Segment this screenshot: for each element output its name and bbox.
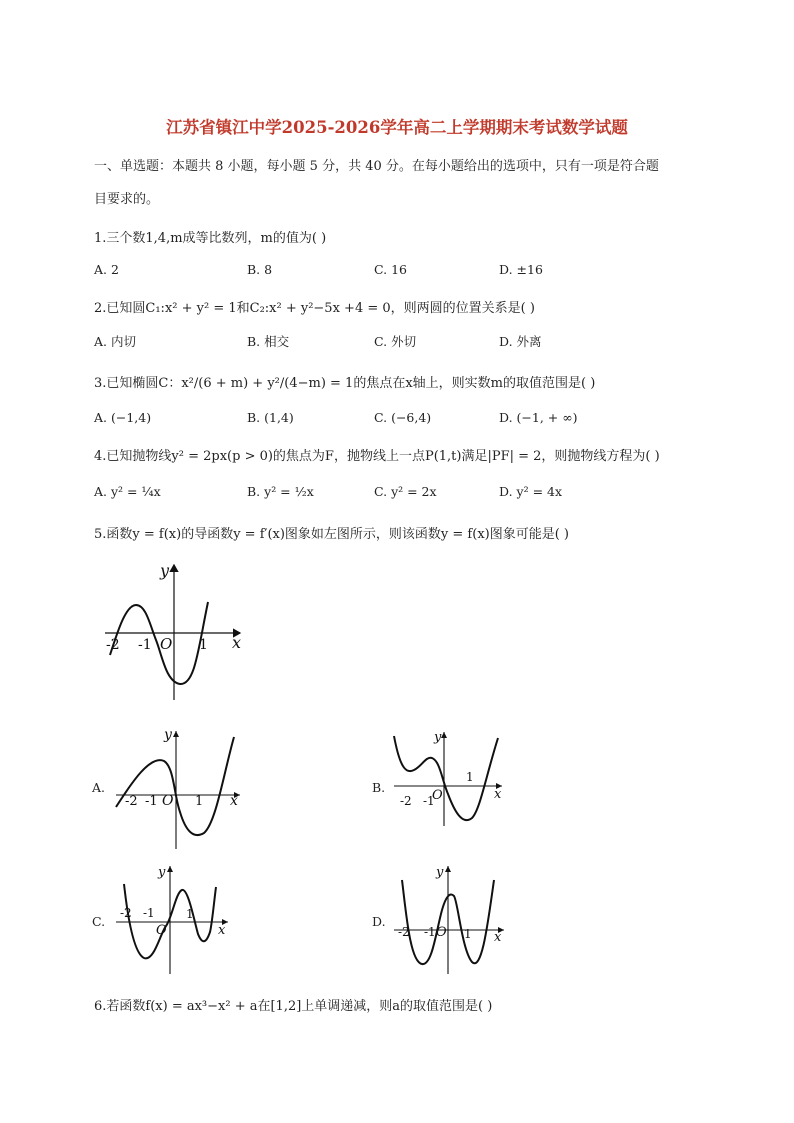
q3-option-b[interactable]: B. (1,4) <box>247 410 294 425</box>
q3-option-d[interactable]: D. (−1, + ∞) <box>499 410 578 425</box>
option-b-graph <box>390 728 510 828</box>
svg-text:-2: -2 <box>398 925 410 939</box>
q4-option-b[interactable]: B. y² = ½x <box>247 484 314 499</box>
svg-text:-1: -1 <box>424 925 436 939</box>
svg-text:O: O <box>156 923 167 938</box>
question-2-stem: 2.已知圆C₁:x² + y² = 1和C₂:x² + y²−5x +4 = 0，则两圆的位置关系是( ) <box>94 301 535 316</box>
question-1-stem: 1.三个数1,4,m成等比数列，m的值为( ) <box>94 231 327 246</box>
q2-option-a[interactable]: A. 内切 <box>94 334 136 349</box>
svg-text:y: y <box>434 730 442 745</box>
section-heading-cont: 目要求的。 <box>94 192 160 207</box>
q4-option-c[interactable]: C. y² = 2x <box>374 484 437 499</box>
svg-text:y: y <box>164 727 172 743</box>
svg-text:-1: -1 <box>143 906 155 920</box>
svg-text:O: O <box>436 925 447 940</box>
svg-text:x: x <box>232 633 242 652</box>
q1-option-b[interactable]: B. 8 <box>247 262 273 277</box>
svg-text:1: 1 <box>464 927 472 941</box>
question-4-stem: 4.已知抛物线y² = 2px(p > 0)的焦点为F，抛物线上一点P(1,t)满足|PF| = 2，则抛物线方程为( ) <box>94 449 660 464</box>
svg-text:y: y <box>158 865 166 880</box>
svg-text:-1: -1 <box>423 794 435 808</box>
q3-option-a[interactable]: A. (−1,4) <box>94 410 152 425</box>
svg-text:1: 1 <box>466 770 474 784</box>
q1-option-a[interactable]: A. 2 <box>94 262 119 277</box>
svg-text:-2: -2 <box>106 637 120 653</box>
svg-text:-1: -1 <box>145 794 158 809</box>
question-5-stem: 5.函数y = f(x)的导函数y = f′(x)图象如左图所示，则该函数y = f(x)图象可能是( ) <box>94 527 569 542</box>
svg-text:1: 1 <box>199 637 208 653</box>
q3-option-c[interactable]: C. (−6,4) <box>374 410 432 425</box>
svg-text:1: 1 <box>195 794 204 809</box>
svg-text:x: x <box>494 930 502 945</box>
page-title: 江苏省镇江中学2025-2026学年高二上学期期末考试数学试题 <box>166 118 628 137</box>
q5-option-c[interactable]: C. <box>92 914 106 929</box>
svg-text:1: 1 <box>186 907 194 921</box>
svg-text:-2: -2 <box>125 794 138 809</box>
option-c-graph <box>112 862 237 977</box>
svg-text:-2: -2 <box>400 794 412 808</box>
q2-option-c[interactable]: C. 外切 <box>374 334 417 349</box>
svg-text:O: O <box>160 635 173 653</box>
question-6-stem: 6.若函数f(x) = ax³−x² + a在[1,2]上单调递减，则a的取值范围是( ) <box>94 999 493 1014</box>
q5-option-b[interactable]: B. <box>372 780 386 795</box>
svg-text:x: x <box>494 787 502 802</box>
q5-option-a[interactable]: A. <box>92 780 106 795</box>
q2-option-d[interactable]: D. 外离 <box>499 334 542 349</box>
q5-option-d[interactable]: D. <box>372 914 386 929</box>
svg-text:-2: -2 <box>120 906 132 920</box>
svg-text:-1: -1 <box>138 637 152 653</box>
q4-option-a[interactable]: A. y² = ¹⁄₄x <box>94 484 161 499</box>
svg-text:y: y <box>160 561 170 580</box>
derivative-graph <box>100 560 250 705</box>
q2-option-b[interactable]: B. 相交 <box>247 334 290 349</box>
svg-text:x: x <box>218 923 226 938</box>
q1-option-c[interactable]: C. 16 <box>374 262 407 277</box>
svg-text:x: x <box>230 793 238 809</box>
option-d-graph <box>390 862 515 977</box>
svg-text:O: O <box>162 793 174 809</box>
q1-option-d[interactable]: D. ±16 <box>499 262 543 277</box>
q4-option-d[interactable]: D. y² = 4x <box>499 484 563 499</box>
section-heading: 一、单选题：本题共 8 小题，每小题 5 分，共 40 分。在每小题给出的选项中，只有一项是符合题 <box>94 159 659 174</box>
option-a-graph <box>112 727 247 852</box>
question-3-stem: 3.已知椭圆C：x²/(6 + m) + y²/(4−m) = 1的焦点在x轴上，则实数m的取值范围是( ) <box>94 376 596 391</box>
svg-text:y: y <box>436 865 444 880</box>
svg-text:O: O <box>432 788 443 803</box>
